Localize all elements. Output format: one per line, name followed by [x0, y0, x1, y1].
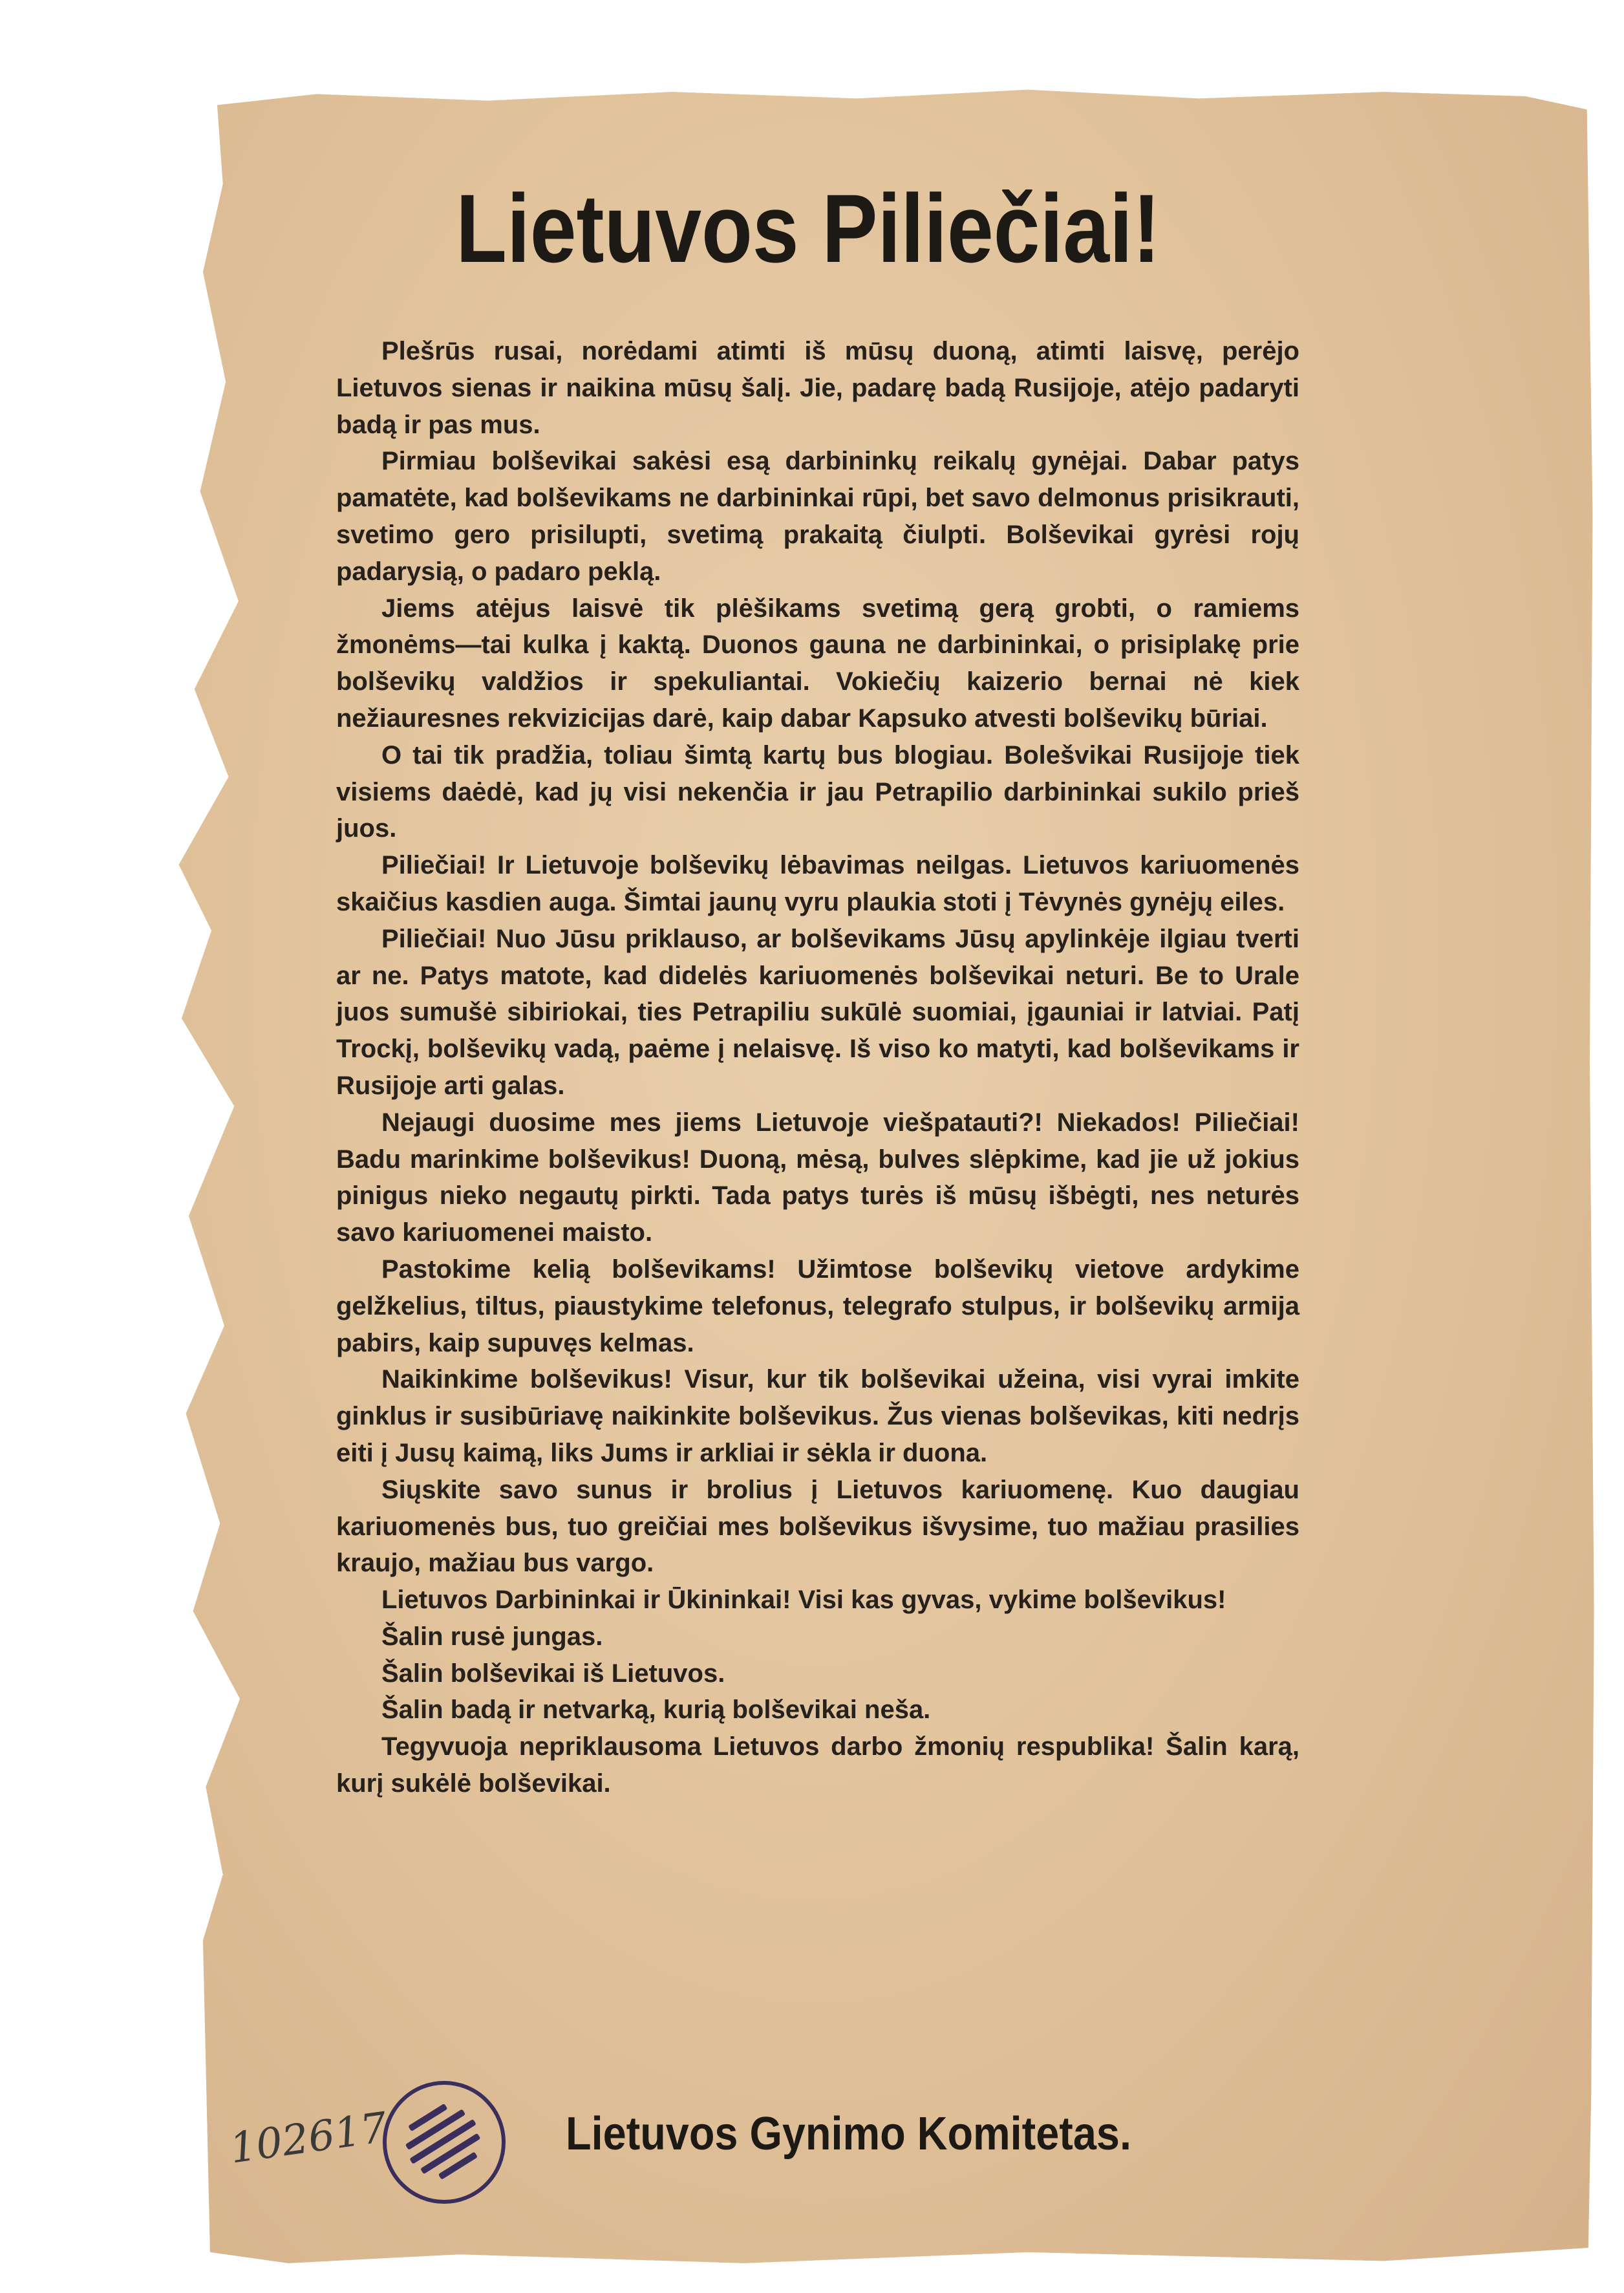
paragraph: Nejaugi duosime mes jiems Lietuvoje viešpatauti?! Niekados! Piliečiai! Badu marinkime bolševikus! Duoną, mėsą, bulves slėpkime, kad jie už jokius pinigus nieko negautų pirkti. Tada patys turės iš mūsų išbėgti, nes neturės savo kariuomenei maisto. [336, 1108, 1299, 1247]
stamp-mark-icon [387, 2085, 502, 2200]
paragraph: Piliečiai! Nuo Jūsu priklauso, ar bolševikams Jūsų apylinkėje ilgiau tverti ar ne. Patys matote, kad didelės kariuomenės bolševikai neturi. Be to Urale juos sumušė sibiriokai, ties Petrapiliu sukūlė suomiai, įgauniai ir latviai. Patį Trockį, bolševikų vadą, paėme į nelaisvę. Iš viso ko matyti, kad bolševikams ir Rusijoje arti galas. [336, 924, 1299, 1100]
slogan: Šalin badą ir netvarką, kurią bolševikai neša. [381, 1696, 931, 1725]
paragraph: Siųskite savo sunus ir brolius į Lietuvos kariuomenę. Kuo daugiau kariuomenės bus, tuo greičiai mes bolševikus išvysime, tuo mažiau prasilies kraujo, mažiau bus vargo. [336, 1475, 1299, 1578]
document-title: Lietuvos Piliečiai! [456, 174, 1160, 283]
paragraph: Pastokime kelią bolševikams! Užimtose bolševikų vietove ardykime gelžkelius, tiltus, piaustykime telefonus, telegrafo stulpus, ir bolševikų armija pabirs, kaip supuvęs kelmas. [336, 1254, 1299, 1357]
proclamation-body [336, 333, 1299, 1802]
paragraph: Jiems atėjus laisvė tik plėšikams svetimą gerą grobti, o ramiems žmonėms—tai kulka į kaktą. Duonos gauna ne darbininkai, o prisiplakę prie bolševikų valdžios ir spekuliantai. Vokiečių kaizerio bernai nė kiek nežiauresnes rekvizicijas darė, kaip dabar Kapsuko atvesti bolševikų būriai. [336, 594, 1299, 733]
paragraph: Piliečiai! Ir Lietuvoje bolševikų lėbavimas neilgas. Lietuvos kariuomenės skaičius kasdien auga. Šimtai jaunų vyru plaukia stoti į Tėvynės gynėjų eiles. [336, 851, 1299, 916]
paragraph: Naikinkime bolševikus! Visur, kur tik bolševikai užeina, visi vyrai imkite ginklus ir susibūriavę naikinkite bolševikus. Žus vienas bolševikas, kiti nedrįs eiti į Jusų kaimą, liks Jums ir arkliai ir sėkla ir duona. [336, 1365, 1299, 1467]
slogan: Tegyvuoja nepriklausoma Lietuvos darbo žmonių respublika! Šalin karą, kurį sukėlė bolševikai. [336, 1732, 1299, 1798]
paragraph: O tai tik pradžia, toliau šimtą kartų bus blogiau. Bolešvikai Rusijoje tiek visiems daėdė, kad jų visi nekenčia ir jau Petrapilio darbininkai sukilo prieš juos. [336, 740, 1299, 843]
paragraph: Plešrūs rusai, norėdami atimti iš mūsų duoną, atimti laisvę, perėjo Lietuvos sienas ir naikina mūsų šalį. Jie, padarę badą Rusijoje, atėjo padaryti badą ir pas mus. [336, 337, 1299, 439]
slogan: Šalin bolševikai iš Lietuvos. [381, 1659, 725, 1688]
slogan: Šalin rusė jungas. [381, 1622, 603, 1651]
signature-committee: Lietuvos Gynimo Komitetas. [566, 2108, 1131, 2160]
inventory-number: 102617 [227, 2104, 390, 2173]
library-stamp [383, 2081, 506, 2204]
paragraph: Lietuvos Darbininkai ir Ūkininkai! Visi kas gyvas, vykime bolševikus! [381, 1586, 1226, 1615]
paragraph: Pirmiau bolševikai sakėsi esą darbininkų reikalų gynėjai. Dabar patys pamatėte, kad bolševikams ne darbininkai rūpi, bet savo delmonus prisikrauti, svetimo gero prisilupti, svetimą prakaitą čiulpti. Bolševikai gyrėsi rojų padarysią, o padaro peklą. [336, 447, 1299, 586]
